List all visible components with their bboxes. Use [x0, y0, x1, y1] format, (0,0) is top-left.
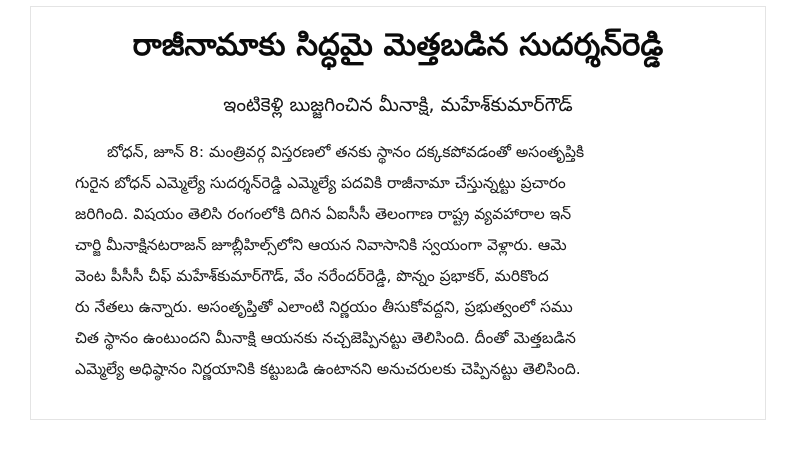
- article-body: [75, 137, 765, 385]
- body-line: వెంట పీసీసీ చీఫ్ మహేశ్‌కుమార్‌గౌడ్, వేం నరేందర్‌రెడ్డి, పొన్నం ప్రభాకర్, మరికొంద: [75, 267, 549, 285]
- subheadline: ఇంటికెళ్లి బుజ్జగించిన మీనాక్షి, మహేశ్‌కుమార్‌గౌడ్: [223, 94, 573, 116]
- body-line: ఎమ్మెల్యే అధిష్ఠానం నిర్ణయానికి కట్టుబడి ఉంటానని అనుచరులకు చెప్పినట్టు తెలిసింది.: [75, 360, 581, 378]
- body-line: బోధన్, జూన్ 8: మంత్రివర్గ విస్తరణలో తనకు స్థానం దక్కకపోవడంతో అసంతృప్తికి: [107, 143, 585, 161]
- body-line: చార్జి మీనాక్షినటరాజన్ జూబ్లీహిల్స్‌లోని ఆయన నివాసానికి స్వయంగా వెళ్లారు. ఆమె: [75, 236, 567, 254]
- body-line: గురైన బోధన్ ఎమ్మెల్యే సుదర్శన్‌రెడ్డి ఎమ్మెల్యే పదవికి రాజీనామా చేస్తున్నట్టు ప్రచారం: [75, 174, 566, 192]
- body-line: చిత స్థానం ఉంటుందని మీనాక్షి ఆయనకు నచ్చజెప్పినట్టు తెలిసింది. దీంతో మెత్తబడిన: [75, 329, 576, 347]
- body-line: జరిగింది. విషయం తెలిసి రంగంలోకి దిగిన ఏఐసీసీ తెలంగాణ రాష్ట్ర వ్యవహారాల ఇన్: [75, 205, 572, 223]
- headline: రాజీనామాకు సిద్ధమై మెత్తబడిన సుదర్శన్‌రెడ్డి: [132, 27, 664, 63]
- news-clipping: [30, 6, 766, 420]
- body-line: రు నేతలు ఉన్నారు. అసంతృప్తితో ఎలాంటి నిర్ణయం తీసుకోవద్దని, ప్రభుత్వంలో సము: [75, 298, 573, 316]
